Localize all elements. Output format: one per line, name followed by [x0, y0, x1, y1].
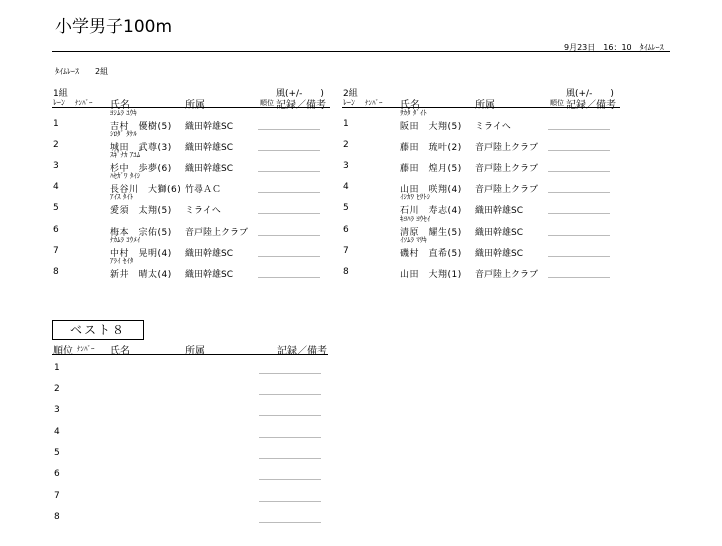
best8-record-blank[interactable]	[259, 373, 321, 374]
best8-record-blank[interactable]	[259, 522, 321, 523]
best8-rank: 7	[54, 491, 60, 501]
best8-name-header: 氏名	[110, 346, 130, 357]
entry-lane: 2	[53, 140, 59, 150]
record-blank[interactable]	[548, 171, 610, 172]
entry-lane: 7	[53, 246, 59, 256]
record-blank[interactable]	[258, 213, 320, 214]
entry-name: 城田 武尊(3)	[110, 143, 172, 153]
entry-name: 長谷川 大獅(6)	[110, 185, 182, 195]
entry-club: 音戸陸上クラブ	[475, 164, 539, 174]
group-header-divider	[52, 107, 330, 108]
entry-name: 中村 晃明(4)	[110, 249, 172, 259]
best8-record-blank[interactable]	[259, 415, 321, 416]
entry-name: 愛須 太翔(5)	[110, 206, 172, 216]
entry-club: 織田幹雄SC	[475, 228, 523, 238]
record-blank[interactable]	[258, 171, 320, 172]
entry-kana: ｷﾖﾊﾗ ﾖｳｾｲ	[400, 215, 431, 223]
entry-club: ミライへ	[475, 122, 511, 132]
race-subtitle: ﾀｲﾑﾚｰｽ 2組	[55, 67, 109, 76]
group-label: 2組	[343, 89, 358, 99]
wind-reading: 風(+/- )	[566, 89, 614, 99]
record-blank[interactable]	[548, 235, 610, 236]
group-header-divider	[342, 107, 620, 108]
entry-name: 藤田 琉叶(2)	[400, 143, 462, 153]
entry-kana: ｲｼｶﾜ ﾋｻﾄｼ	[400, 193, 431, 201]
entry-name: 新井 晴太(4)	[110, 270, 172, 280]
entry-name: 石川 寿志(4)	[400, 206, 462, 216]
best8-club-header: 所属	[185, 346, 205, 357]
record-blank[interactable]	[548, 256, 610, 257]
entry-lane: 1	[343, 119, 349, 129]
best8-rank: 1	[54, 363, 60, 373]
entry-lane: 5	[53, 203, 59, 213]
best8-rank: 6	[54, 469, 60, 479]
entry-lane: 8	[343, 267, 349, 277]
entry-kana: ﾊｾｶﾞﾜ ﾀｲｼ	[110, 172, 141, 180]
page-title: 小学男子100m	[55, 17, 173, 37]
entry-kana: ﾖｼﾑﾗ ﾕｳｷ	[110, 109, 137, 117]
entry-name: 藤田 煌月(5)	[400, 164, 462, 174]
entry-name: 梅本 宗佑(5)	[110, 228, 172, 238]
datetime: 9月23日 16：10 ﾀｲﾑﾚｰｽ	[564, 43, 664, 52]
record-blank[interactable]	[258, 129, 320, 130]
entry-club: ミライへ	[185, 206, 221, 216]
entry-club: 織田幹雄SC	[185, 164, 233, 174]
best8-rank: 2	[54, 384, 60, 394]
entry-lane: 5	[343, 203, 349, 213]
entry-kana: ｲｿﾑﾗ ﾏｻｷ	[400, 236, 427, 244]
record-blank[interactable]	[258, 277, 320, 278]
number-header: ﾅﾝﾊﾞｰ	[75, 99, 93, 107]
best8-record-blank[interactable]	[259, 394, 321, 395]
entry-name: 磯村 直希(5)	[400, 249, 462, 259]
entry-lane: 8	[53, 267, 59, 277]
record-blank[interactable]	[258, 235, 320, 236]
best8-rank-header: 順位	[53, 346, 73, 357]
entry-name: 杉中 歩夢(6)	[110, 164, 172, 174]
best8-header-divider	[52, 354, 328, 355]
name-header: 氏名	[400, 100, 420, 111]
entry-name: 阪田 大翔(5)	[400, 122, 462, 132]
number-header: ﾅﾝﾊﾞｰ	[365, 99, 383, 107]
best8-number-header: ﾅﾝﾊﾞｰ	[77, 345, 95, 353]
entry-club: 音戸陸上クラブ	[475, 185, 539, 195]
best8-rank: 8	[54, 512, 60, 522]
record-blank[interactable]	[548, 150, 610, 151]
entry-kana: ﾅｶﾑﾗ ｺｳﾒｲ	[110, 236, 141, 244]
entry-name: 吉村 優樹(5)	[110, 122, 172, 132]
entry-kana: ｱｲｽ ﾀｲﾄ	[110, 193, 134, 201]
record-blank[interactable]	[548, 192, 610, 193]
entry-club: 竹尋ＡＣ	[185, 185, 222, 195]
record-blank[interactable]	[258, 192, 320, 193]
entry-lane: 3	[53, 161, 59, 171]
entry-lane: 7	[343, 246, 349, 256]
best8-record-blank[interactable]	[259, 479, 321, 480]
wind-reading: 風(+/- )	[276, 89, 324, 99]
entry-name: 山田 咲翔(4)	[400, 185, 462, 195]
club-header: 所属	[475, 100, 495, 111]
rank-header: 順位	[550, 99, 564, 107]
entry-lane: 6	[53, 225, 59, 235]
entry-kana: ｽｷﾞﾅｶ ｱﾕﾑ	[110, 151, 141, 159]
record-blank[interactable]	[258, 256, 320, 257]
record-blank[interactable]	[258, 150, 320, 151]
lane-header: ﾚｰﾝ	[343, 98, 355, 107]
lane-header: ﾚｰﾝ	[53, 98, 65, 107]
entry-club: 織田幹雄SC	[185, 143, 233, 153]
entry-kana: ｼﾛﾀﾞ ﾀｹﾙ	[110, 130, 137, 138]
rank-header: 順位	[260, 99, 274, 107]
club-header: 所属	[185, 100, 205, 111]
entry-lane: 1	[53, 119, 59, 129]
entry-lane: 3	[343, 161, 349, 171]
entry-lane: 6	[343, 225, 349, 235]
entry-name: 山田 大翔(1)	[400, 270, 462, 280]
header-divider	[52, 51, 670, 52]
record-header: 記録／備考	[276, 100, 326, 111]
best8-record-blank[interactable]	[259, 437, 321, 438]
entry-club: 音戸陸上クラブ	[185, 228, 249, 238]
entry-kana: ｻｶﾀ ﾀﾞｲﾄ	[400, 109, 427, 117]
entry-club: 織田幹雄SC	[185, 270, 233, 280]
entry-name: 清原 耀生(5)	[400, 228, 462, 238]
record-blank[interactable]	[548, 277, 610, 278]
best8-record-blank[interactable]	[259, 458, 321, 459]
entry-lane: 4	[343, 182, 349, 192]
record-blank[interactable]	[548, 129, 610, 130]
entry-club: 織田幹雄SC	[475, 249, 523, 259]
entry-lane: 4	[53, 182, 59, 192]
record-blank[interactable]	[548, 213, 610, 214]
best8-record-header: 記録／備考	[277, 346, 327, 357]
best8-rank: 3	[54, 405, 60, 415]
group-label: 1組	[53, 89, 68, 99]
best8-rank: 4	[54, 427, 60, 437]
record-header: 記録／備考	[566, 100, 616, 111]
entry-club: 音戸陸上クラブ	[475, 143, 539, 153]
entry-club: 音戸陸上クラブ	[475, 270, 539, 280]
name-header: 氏名	[110, 100, 130, 111]
entry-club: 織田幹雄SC	[185, 122, 233, 132]
entry-club: 織田幹雄SC	[185, 249, 233, 259]
entry-lane: 2	[343, 140, 349, 150]
entry-kana: ｱﾗｲ ｾｲﾀ	[110, 257, 134, 265]
best8-rank: 5	[54, 448, 60, 458]
best8-title: ベスト８	[52, 320, 144, 340]
best8-record-blank[interactable]	[259, 501, 321, 502]
entry-club: 織田幹雄SC	[475, 206, 523, 216]
